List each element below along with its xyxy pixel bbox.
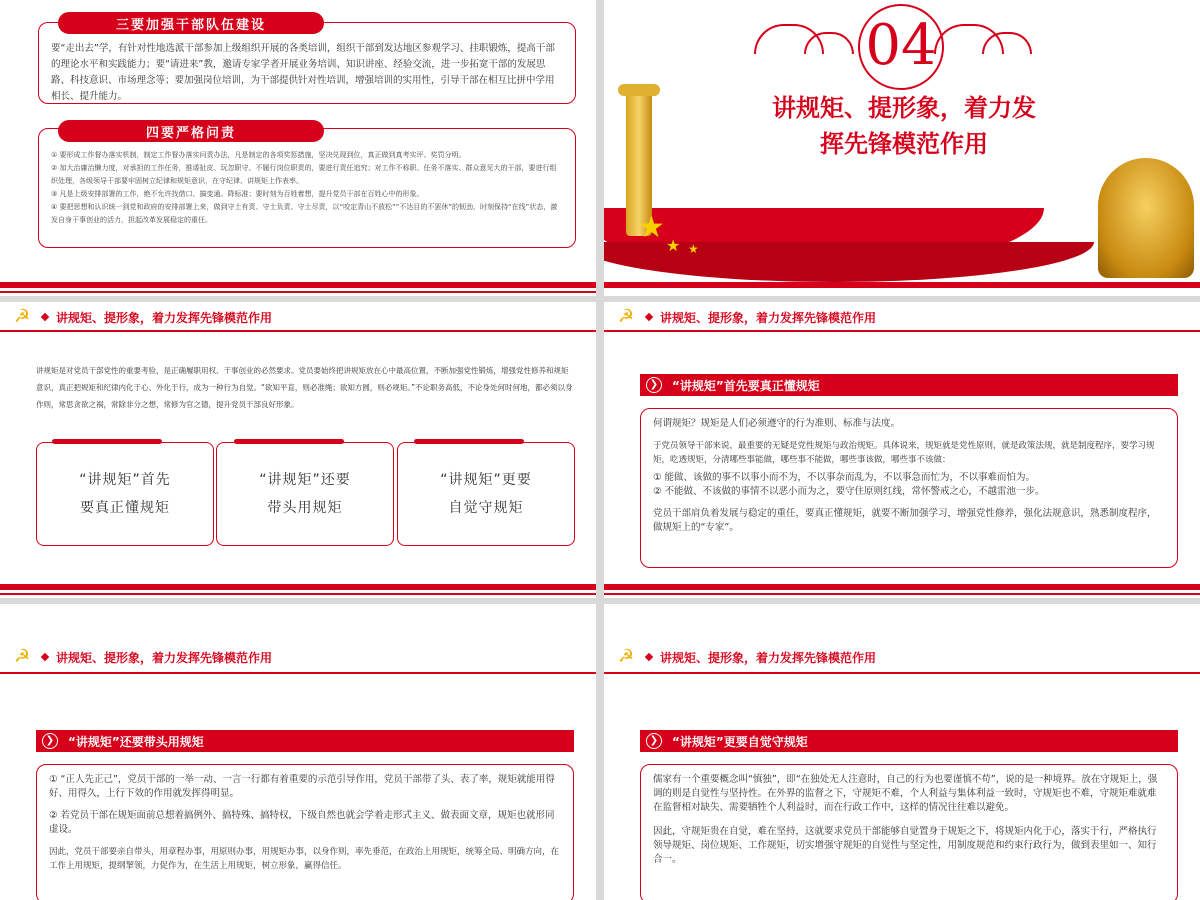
- slide-header: [14, 646, 272, 668]
- paragraph: 因此，守规矩贵在自觉，难在坚持，这就要求党员干部能够自觉置身于规矩之下，将规矩内化于心，落实于行，严格执行领导规矩、岗位规矩、工作规矩，切实增强守规矩的自觉性与坚定性，用制度规范和约束行政行为，做到表里如一、知行合一。: [653, 826, 1157, 865]
- huabiao-top: [618, 84, 660, 96]
- content-box: [640, 408, 1178, 568]
- bottom-line: [0, 593, 596, 595]
- diamond-icon: [645, 653, 653, 661]
- slide-6: [604, 604, 1200, 900]
- slide-4: [604, 302, 1200, 598]
- party-emblem-icon: ☭: [14, 646, 31, 667]
- slide-5: [0, 604, 596, 900]
- section-band: [640, 730, 1178, 752]
- list-item: ② 若党员干部在规矩面前总想着搞例外、搞特殊、搞特权，下级自然也就会学着走形式主义、做表面文章，规矩也就形同虚设。: [49, 810, 555, 835]
- bottom-line: [604, 593, 1200, 595]
- diamond-icon: [41, 313, 49, 321]
- bottom-bar: [0, 584, 596, 590]
- header-rule: [604, 330, 1200, 332]
- list-item: ④ 要把思想和认识统一到党和政府的安排部署上来，做到守土有责、守土负责、守土尽责，以“咬定青山不放松”“不达目的不罢休”的韧劲，时刻保持“在线”状态，激发自身干事创业的活力，担起改革发展稳定的重任。: [51, 203, 558, 224]
- card: [216, 442, 394, 546]
- stone-lion-image: [1098, 158, 1194, 278]
- diamond-icon: [645, 313, 653, 321]
- star-icon: ★: [688, 242, 699, 256]
- chevron-right-icon: ❯: [646, 733, 662, 749]
- bottom-bar: [604, 584, 1200, 590]
- header-title: 讲规矩、提形象，着力发挥先锋模范作用: [56, 650, 273, 665]
- bottom-bar: [0, 282, 596, 288]
- list-item: ① “正人先正己”，党员干部的一举一动、一言一行都有着重要的示范引导作用，党员干部带了头、表了率，规矩就能用得好、用得久，上行下效的作用就发挥得明显。: [49, 774, 555, 799]
- bottom-bar: [604, 282, 1200, 288]
- intro-paragraph: 讲规矩是对党员干部党性的重要考验，是正确履职用权、干事创业的必然要求。党员要始终把讲规矩放在心中最高位置，不断加强党性锻炼，增强党性修养和规矩意识，真正把规矩和纪律内化于心、外化于行，成为一种行为自觉。“欲知平直，则必准绳；欲知方圆，则必规矩。”不论职务高低，不论身处何时何地，都必须以身作则，常思贪欲之祸，常除非分之想，常修为官之德，提升党员干部良好形象。: [36, 366, 573, 409]
- section3-title: 三要加强干部队伍建设: [58, 12, 324, 34]
- card-line: “讲规矩”还要: [259, 472, 351, 488]
- list-item: ① 能做、该做的事不以事小而不为，不以事杂而乱为，不以事急而忙为，不以事难而怕为。: [653, 472, 1036, 483]
- chevron-right-icon: ❯: [42, 733, 58, 749]
- section4-title: 四要严格问责: [58, 120, 324, 142]
- slide-header: [14, 306, 272, 328]
- paragraph: 何谓规矩？规矩是人们必须遵守的行为准则、标准与法度。: [653, 418, 901, 429]
- diamond-icon: [41, 653, 49, 661]
- list-item: ② 不能做、不该做的事情不以恶小而为之，要守住原则红线，常怀警戒之心，不越雷池一步。: [653, 486, 1045, 497]
- paragraph: 党员干部肩负着发展与稳定的重任，要真正懂规矩，就要不断加强学习，增强党性修养，强化法规意识，熟悉制度程序，做规矩上的“专家”。: [653, 508, 1157, 533]
- list-item: ① 要形成工作督办落实机制，制定工作督办落实问责办法，凡是制定的各项奖惩措施，坚决兑现到位，真正做到真考实评、奖罚分明。: [51, 151, 466, 159]
- slide-3: [0, 302, 596, 598]
- header-title: 讲规矩、提形象，着力发挥先锋模范作用: [56, 310, 273, 325]
- section3-box: [38, 22, 576, 104]
- content-box: [36, 764, 574, 900]
- chevron-right-icon: ❯: [646, 377, 662, 393]
- party-emblem-icon: ☭: [618, 646, 635, 667]
- section-band: [36, 730, 574, 752]
- card-line: 带头用规矩: [267, 500, 343, 516]
- card-line: “讲规矩”更要: [440, 472, 532, 488]
- section-band-title: “讲规矩”更要自觉守规矩: [672, 734, 808, 749]
- list-item: ③ 凡是上级安排部署的工作，绝不允许找借口、搞变通、降标准；要时刻为百姓着想，提升党员干部在百姓心中的形象。: [51, 190, 424, 198]
- slide-header: [618, 646, 876, 668]
- header-title: 讲规矩、提形象，着力发挥先锋模范作用: [660, 310, 877, 325]
- section-number: 04: [865, 13, 937, 78]
- card: [36, 442, 214, 546]
- section-band-title: “讲规矩”首先要真正懂规矩: [672, 378, 820, 393]
- cover-title-line1: 讲规矩、提形象，着力发: [772, 94, 1036, 122]
- slide-header: [618, 306, 876, 328]
- content-box: [640, 764, 1178, 900]
- star-icon: ★: [666, 236, 681, 255]
- header-rule: [0, 672, 596, 674]
- cover-title: [734, 90, 1074, 162]
- party-emblem-icon: ☭: [618, 306, 635, 327]
- card-line: 要真正懂规矩: [79, 500, 170, 516]
- header-rule: [0, 330, 596, 332]
- cover-title-line2: 挥先锋模范作用: [820, 130, 988, 158]
- section-band: [640, 374, 1178, 396]
- star-icon: ★: [638, 210, 665, 245]
- header-rule: [604, 672, 1200, 674]
- paragraph: 于党员领导干部来说，最重要的无疑是党性规矩与政治规矩。具体说来，规矩就是党性原则，就是政策法规，就是制度程序，要学习规矩，吃透规矩，分清哪些事能做，哪些事不能做，哪些事该做，哪些事不该做：: [653, 441, 1155, 465]
- card-line: “讲规矩”首先: [79, 472, 171, 488]
- card-line: 自觉守规矩: [448, 500, 524, 516]
- section3-text: 要“走出去”学，有针对性地选派干部参加上级组织开展的各类培训，组织干部到发达地区参观学习、挂职锻炼，提高干部的理论水平和实践能力；要“请进来”教，邀请专家学者开展业务培训、知识讲座、经验交流，进一步拓宽干部的发展思路、科技意识、市场理念等；要加强岗位培训，为干部提供针对性培训，增强培训的实用性，引导干部在相互比拼中学用相长、提升能力。: [51, 43, 555, 102]
- header-title: 讲规矩、提形象，着力发挥先锋模范作用: [660, 650, 877, 665]
- party-emblem-icon: ☭: [14, 306, 31, 327]
- section4-box: [38, 128, 576, 248]
- section-band-title: “讲规矩”还要带头用规矩: [68, 734, 204, 749]
- paragraph: 因此，党员干部要亲自带头，用章程办事，用原则办事，用规矩办事，以身作则，率先垂范，在政治上用规矩，统筹全局、明确方向，在工作上用规矩，提纲挈领，力促作为，在生活上用规矩，树立形象，赢得信任。: [49, 847, 560, 871]
- slide-2: [604, 0, 1200, 296]
- list-item: ② 加大治庸治懒力度，对承担的工作任务，推诿扯皮、玩忽职守、不履行岗位职责的，要进行责任追究；对工作不称职、任务不落实、群众意见大的干部，要进行组织处理，各级领导干部要牢固树立纪律和规矩意识，在守纪律、讲规矩上作表率。: [51, 164, 557, 185]
- card: [397, 442, 575, 546]
- bottom-line: [0, 291, 596, 293]
- paragraph: 儒家有一个重要概念叫“慎独”，即“在独处无人注意时，自己的行为也要谨慎不苟”，说的是一种境界。放在守规矩上，强调的则是自觉性与坚持性。在外界的监督之下，守规矩不难，个人利益与集体利益一致时，守规矩也不难，守规矩难就难在监督相对缺失、需要牺牲个人利益时，而在行政工作中，这样的情况往往难以避免。: [653, 774, 1158, 813]
- slide-1: [0, 0, 596, 296]
